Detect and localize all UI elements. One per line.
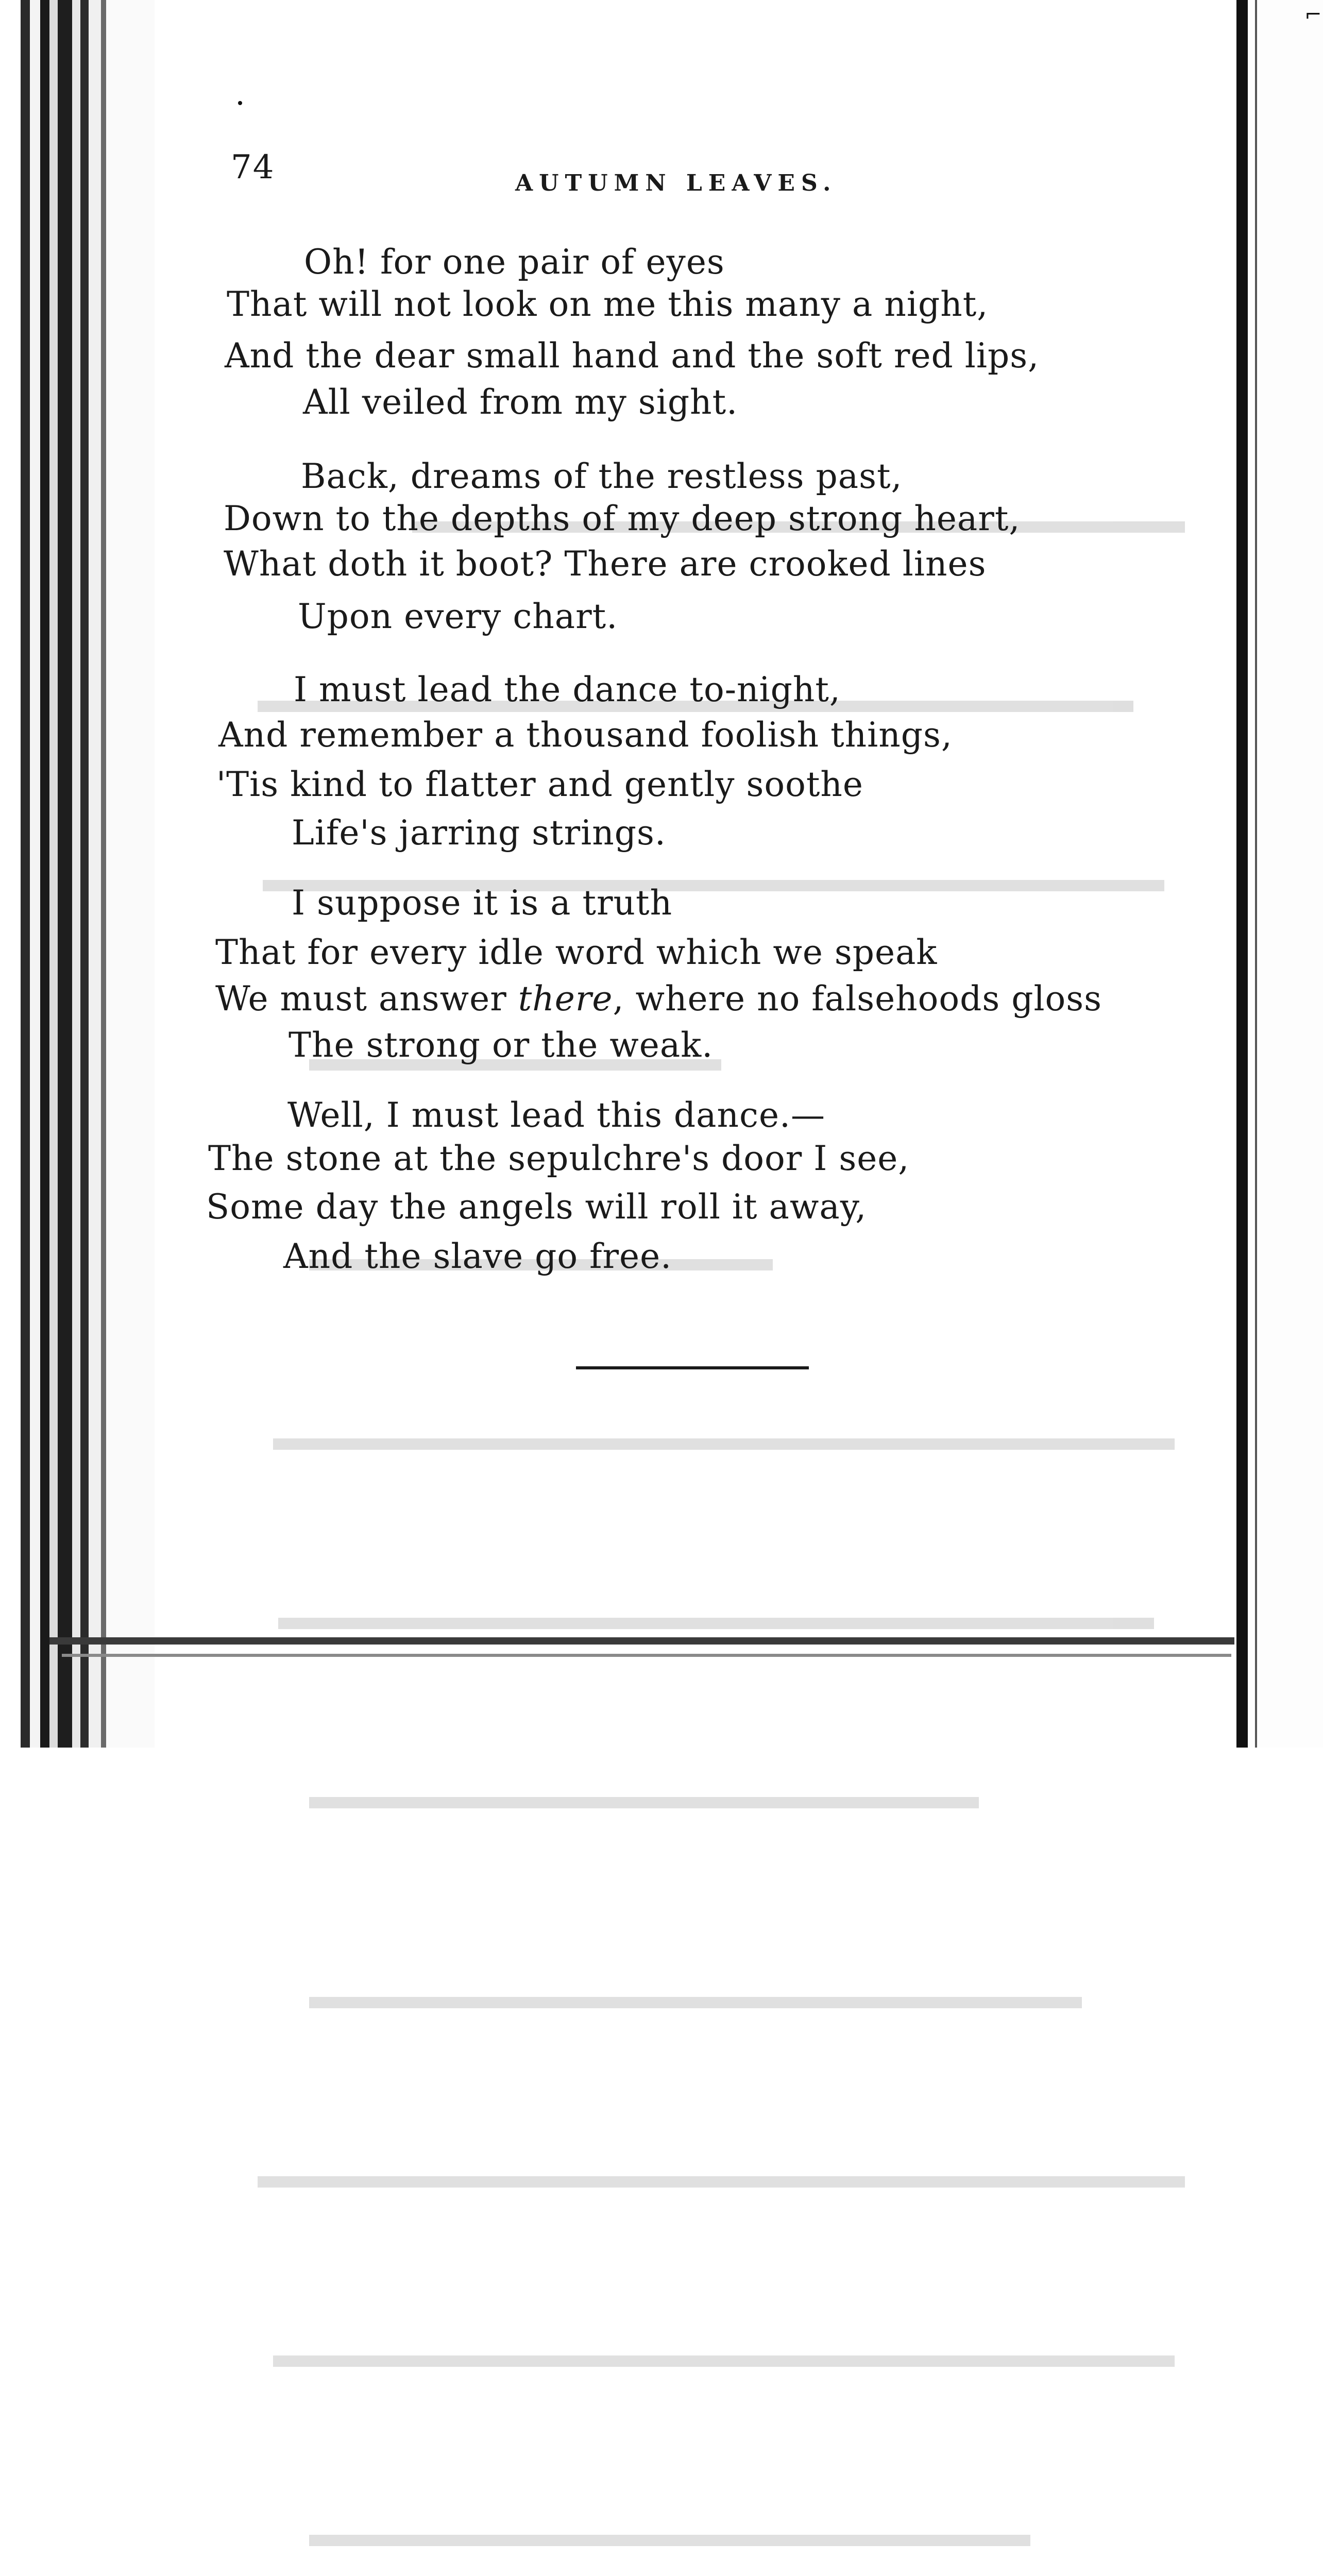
poem-line: And the dear small hand and the soft red lips, (225, 336, 1040, 376)
page-bottom-edge-shadow (62, 1654, 1231, 1657)
poem-line (215, 979, 1102, 1019)
poem-line-text: , where no falsehoods gloss (613, 979, 1102, 1019)
emphasis-text: there (518, 979, 613, 1019)
poem-line: That will not look on me this many a night, (227, 284, 989, 324)
poem-line: I suppose it is a truth (292, 883, 673, 923)
poem-line: Back, dreams of the restless past, (301, 456, 903, 496)
poem-line-text: We must answer (215, 979, 507, 1019)
poem-line: Well, I must lead this dance.— (287, 1095, 826, 1135)
poem-line: Upon every chart. (298, 597, 618, 636)
page-bottom-edge (49, 1637, 1234, 1645)
poem-line: Down to the depths of my deep strong heart, (224, 499, 1021, 538)
next-page-margin (1248, 0, 1323, 1748)
poem-line: That for every idle word which we speak (215, 933, 938, 972)
next-page-edge-line (1255, 0, 1257, 1748)
poem-line: And the slave go free. (283, 1236, 672, 1276)
poem-line: Oh! for one pair of eyes (304, 242, 725, 282)
stray-mark (238, 101, 242, 105)
section-divider-rule (576, 1366, 809, 1369)
poem-line: All veiled from my sight. (303, 382, 738, 422)
poem-line: What doth it boot? There are crooked lines (224, 544, 987, 584)
poem-line: Some day the angels will roll it away, (206, 1187, 867, 1227)
corner-mark-icon: ⌐ (1304, 3, 1322, 27)
poem-line: The strong or the weak. (289, 1025, 714, 1065)
poem-line: Life's jarring strings. (292, 813, 666, 853)
next-page-edge (1236, 0, 1248, 1748)
binding-gutter (0, 0, 155, 1748)
running-head: AUTUMN LEAVES. (515, 170, 837, 196)
poem-line: The stone at the sepulchre's door I see, (208, 1139, 910, 1178)
poem-line: And remember a thousand foolish things, (218, 715, 953, 755)
page-number: 74 (231, 148, 275, 187)
poem-line: I must lead the dance to-night, (294, 670, 841, 709)
poem-line: 'Tis kind to flatter and gently soothe (216, 765, 863, 804)
